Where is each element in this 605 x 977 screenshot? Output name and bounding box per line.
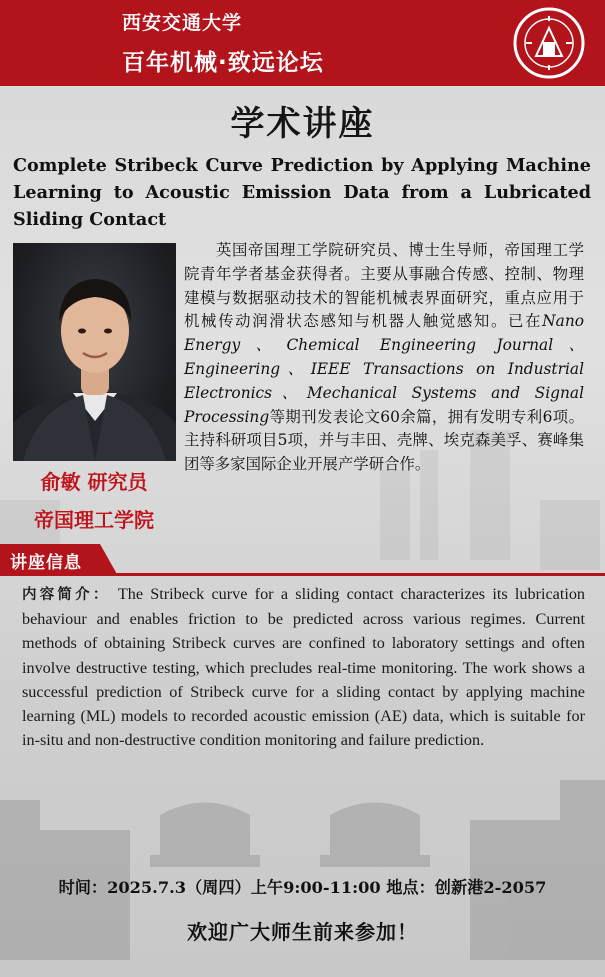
welcome-message: 欢迎广大师生前来参加！ [187, 920, 418, 944]
section-label: 讲座信息 [10, 553, 82, 573]
section-divider [0, 573, 605, 576]
xjtu-emblem-icon [512, 6, 586, 80]
speaker-bio [184, 239, 584, 477]
event-time-location: 时间：2025.7.3（周四）上午9:00-11:00 地点：创新港2-2057 [58, 878, 547, 897]
speaker-name: 俞敏 研究员 [40, 470, 148, 494]
talk-title: Complete Stribeck Curve Prediction by Applying Machine Learning to Acoustic Emission Data from a Lubricated Sliding Contact [13, 155, 591, 230]
speaker-photo [13, 243, 176, 461]
poster-title: 学术讲座 [230, 104, 375, 144]
abstract-text: The Stribeck curve for a sliding contact characterizes its lubrication behaviour and enables friction to be predicted across various regimes. Current methods of obtaining Stribeck curves are confined to laboratory settings and often involve destructive testing, which precludes real-time monitoring. The work shows a successful prediction of Stribeck curve for a sliding contact by applying machine learning (ML) models to recorded acoustic emission (AE) data, which is suitable for in-situ and non-destructive condition monitoring and failure prediction. [22, 585, 586, 750]
abstract-label: 内容简介： [22, 587, 111, 603]
bio-text-part2: 等期刊发表论文60余篇，拥有发明专利6项。主持科研项目5项，并与丰田、壳牌、埃克森美孚、赛峰集团等多家国际企业开展产学研合作。 [184, 407, 584, 474]
bio-journal-list: Nano Energy、Chemical Engineering Journal、Engineering、IEEE Transactions on Industrial Electronics、Mechanical Systems and Signal Processing [184, 312, 584, 426]
bio-text-part1: 英国帝国理工学院研究员、博士生导师，帝国理工学院青年学者基金获得者。主要从事融合传感、控制、物理建模与数据驱动技术的智能机械表界面研究，重点应用于机械传动润滑状态感知与机器人触觉感知。已在 [184, 241, 584, 331]
university-name: 西安交通大学 [122, 12, 243, 34]
abstract-block [22, 582, 585, 752]
header-banner [0, 0, 605, 86]
speaker-organization: 帝国理工学院 [34, 508, 154, 532]
section-header-tab [0, 544, 118, 576]
speaker-portrait-image [13, 243, 176, 461]
forum-name: 百年机械·致远论坛 [122, 50, 324, 76]
